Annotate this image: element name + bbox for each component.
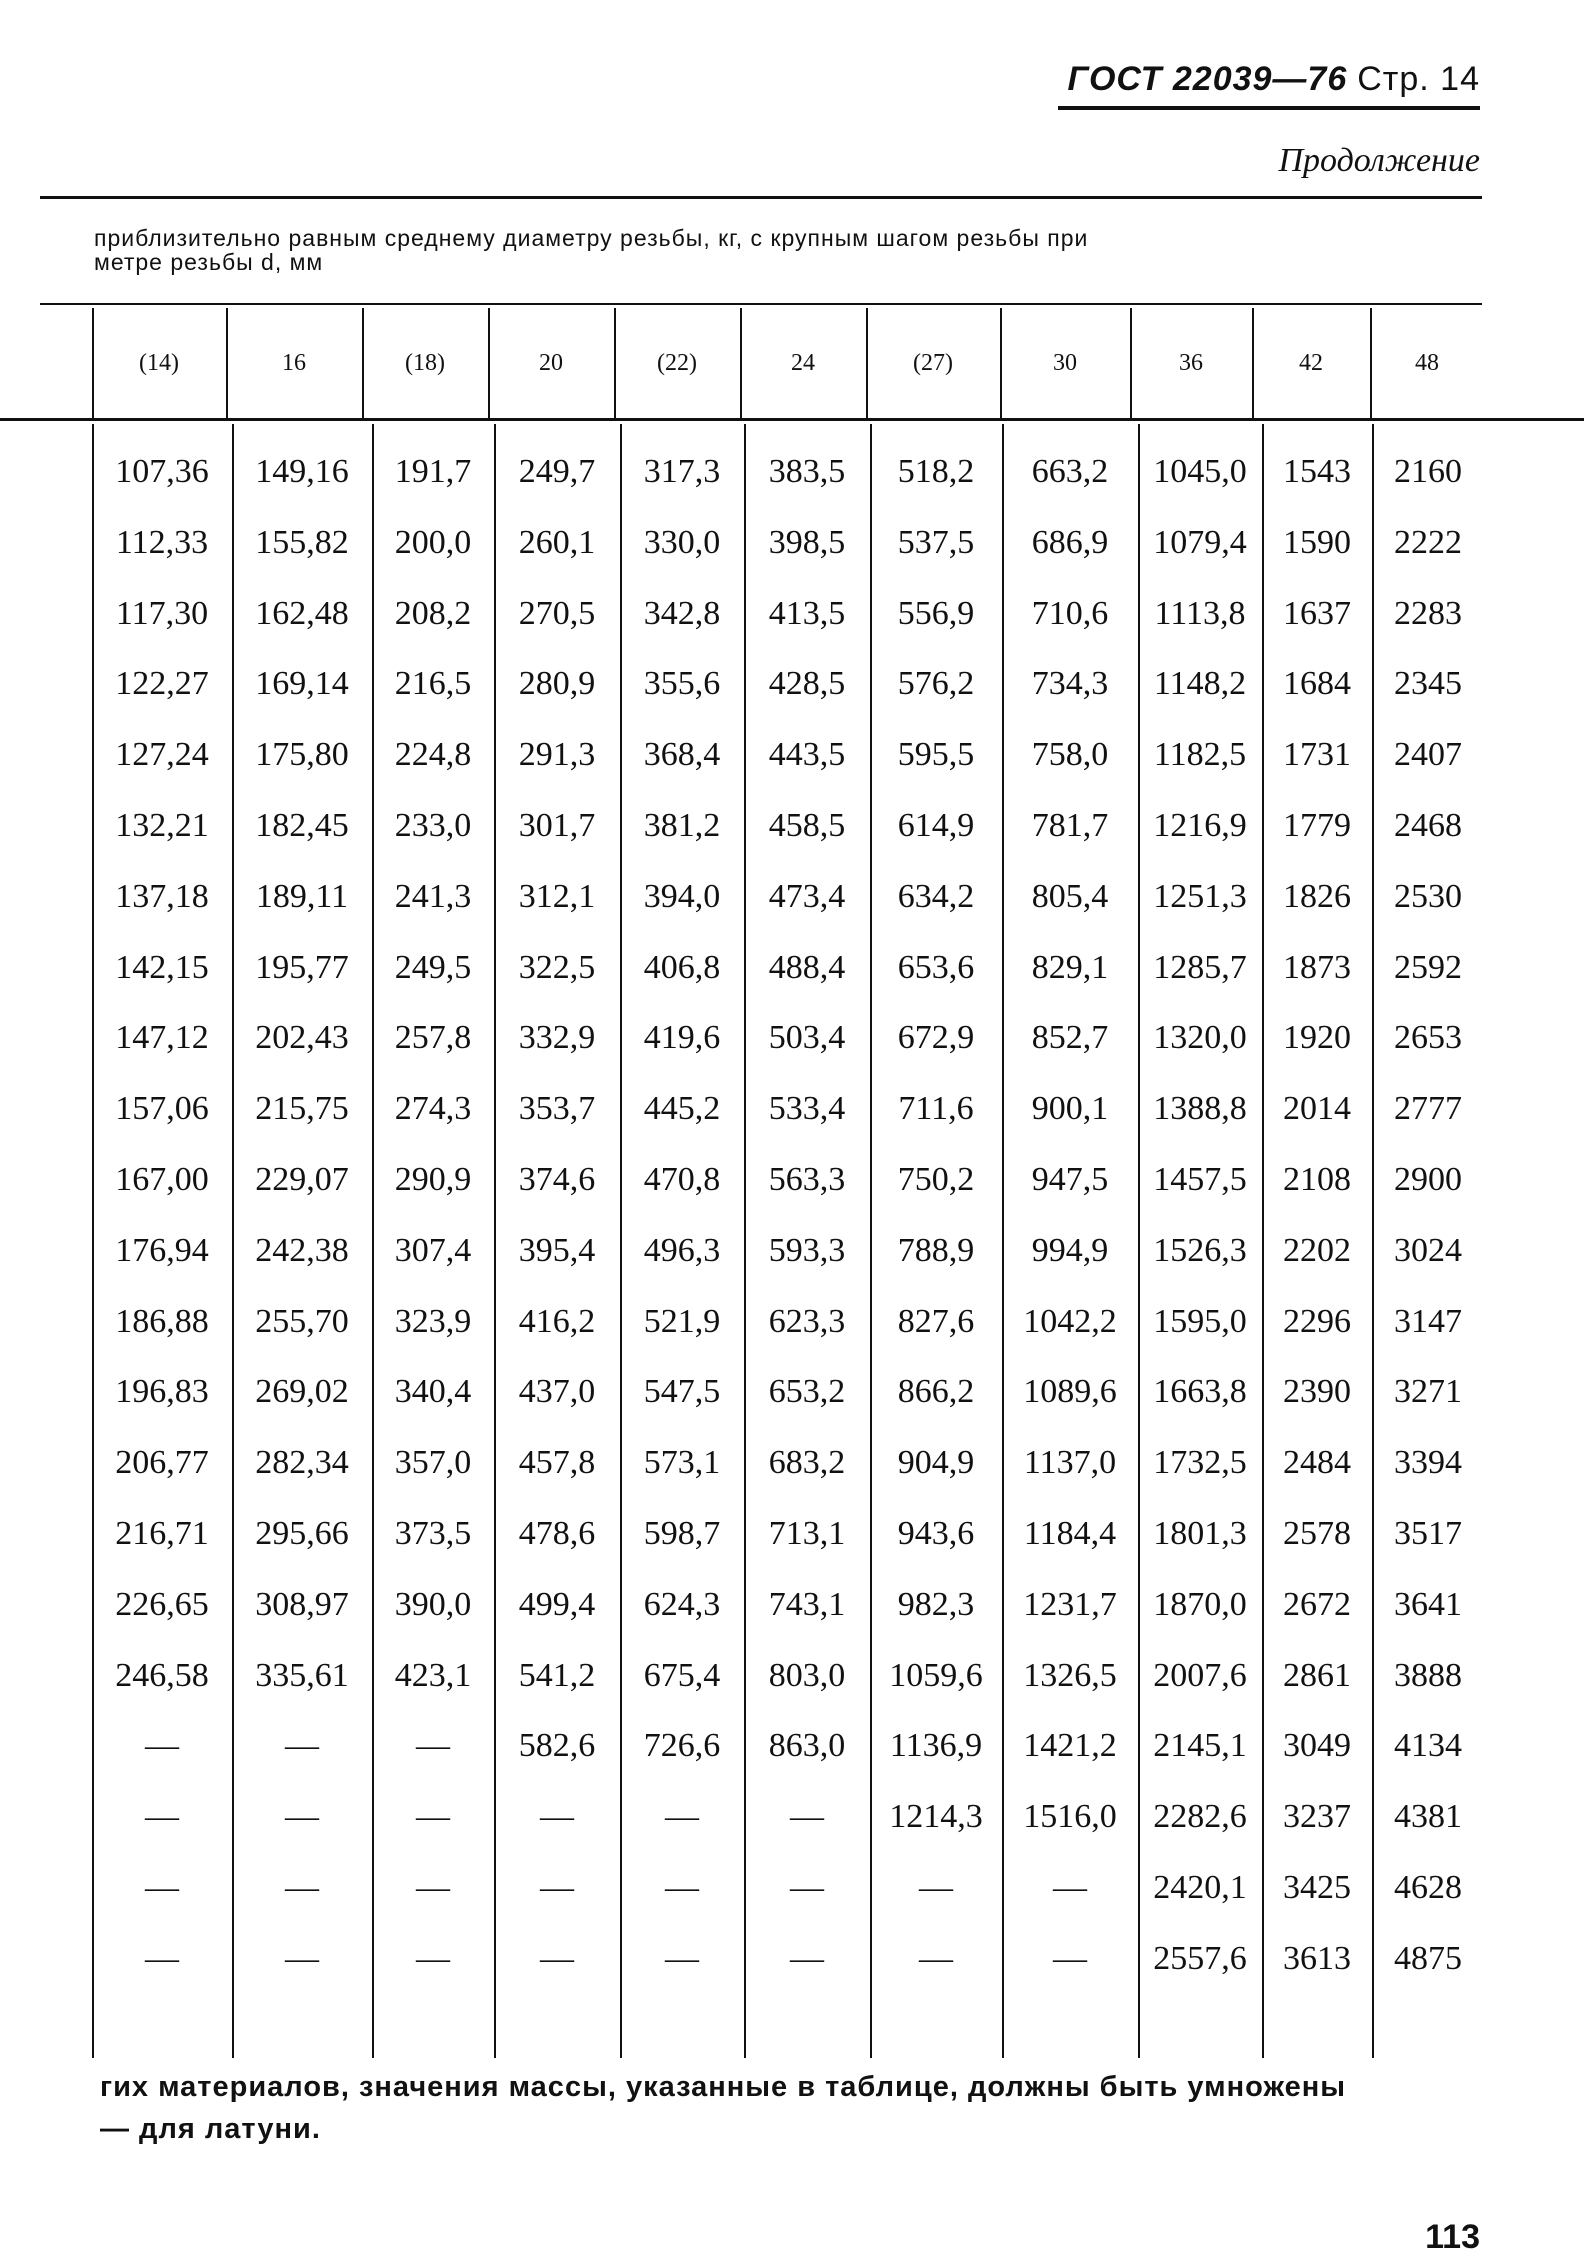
table-cell: 1045,0 (1153, 453, 1247, 490)
table-cell: 242,38 (255, 1232, 349, 1269)
column-header: (18) (405, 350, 445, 376)
table-cell: 1590 (1283, 524, 1351, 561)
table-cell: 241,3 (394, 878, 472, 915)
table-cell: 1801,3 (1153, 1515, 1247, 1552)
table-cell: 374,6 (518, 1161, 596, 1198)
table-cell: 215,75 (255, 1090, 349, 1127)
table-cell: 2777 (1394, 1090, 1462, 1127)
table-caption (94, 226, 1394, 274)
table-cell: 457,8 (518, 1444, 596, 1481)
table-cell: 270,5 (518, 595, 596, 632)
table-cell: 726,6 (643, 1727, 721, 1764)
table-cell: 947,5 (1031, 1161, 1109, 1198)
page-label: Стр. 14 (1357, 60, 1480, 98)
table-cell: 216,5 (394, 665, 472, 702)
table-cell: 246,58 (115, 1657, 209, 1694)
footer-text (100, 2066, 1490, 2150)
table-cell: 335,61 (255, 1657, 349, 1694)
table-cell: 1182,5 (1153, 736, 1247, 773)
table-cell: 1779 (1283, 807, 1351, 844)
table-cell: 117,30 (115, 595, 209, 632)
caption-line-2: метре резьбы d, мм (94, 249, 324, 275)
table-cell: 381,2 (643, 807, 721, 844)
table-cell: 186,88 (115, 1303, 209, 1340)
table-cell: 556,9 (897, 595, 975, 632)
table-cell: 307,4 (394, 1232, 472, 1269)
table-cell: 437,0 (518, 1373, 596, 1410)
table-cell: — (416, 1798, 450, 1835)
table-cell: — (145, 1727, 179, 1764)
table-cell: 595,5 (897, 736, 975, 773)
table-cell: 866,2 (897, 1373, 975, 1410)
table-cell: 4134 (1394, 1727, 1462, 1764)
table-cell: 383,5 (768, 453, 846, 490)
table-cell: 295,66 (255, 1515, 349, 1552)
table-cell: 200,0 (394, 524, 472, 561)
table-cell: 3271 (1394, 1373, 1462, 1410)
table-cell: 593,3 (768, 1232, 846, 1269)
table-cell: 3394 (1394, 1444, 1462, 1481)
table-cell: 1731 (1283, 736, 1351, 773)
table-cell: 317,3 (643, 453, 721, 490)
table-cell: 1826 (1283, 878, 1351, 915)
column-header: 24 (791, 350, 815, 376)
table-cell: — (416, 1727, 450, 1764)
table-cell: 598,7 (643, 1515, 721, 1552)
table-cell: 226,65 (115, 1586, 209, 1623)
table-cell: 1526,3 (1153, 1232, 1247, 1269)
table-cell: 342,8 (643, 595, 721, 632)
column-header: 42 (1299, 350, 1323, 376)
table-cell: 863,0 (768, 1727, 846, 1764)
table-cell: 216,71 (115, 1515, 209, 1552)
table-cell: 2014 (1283, 1090, 1351, 1127)
table-cell: 3613 (1283, 1940, 1351, 1977)
table-cell: 4628 (1394, 1869, 1462, 1906)
table-cell: 2420,1 (1153, 1869, 1247, 1906)
table-cell: 196,83 (115, 1373, 209, 1410)
table-cell: 458,5 (768, 807, 846, 844)
table-cell: 2468 (1394, 807, 1462, 844)
table-cell: 576,2 (897, 665, 975, 702)
table-cell: 1663,8 (1153, 1373, 1247, 1410)
table-cell: 445,2 (643, 1090, 721, 1127)
table-cell: 301,7 (518, 807, 596, 844)
column-header: 36 (1179, 350, 1203, 376)
table-cell: 1870,0 (1153, 1586, 1247, 1623)
column-header: (14) (139, 350, 179, 376)
table-cell: 499,4 (518, 1586, 596, 1623)
table-cell: 137,18 (115, 878, 209, 915)
table-cell: 788,9 (897, 1232, 975, 1269)
table-cell: 1136,9 (889, 1727, 983, 1764)
table-cell: 2202 (1283, 1232, 1351, 1269)
table-cell: 3517 (1394, 1515, 1462, 1552)
table-cell: 653,6 (897, 949, 975, 986)
table-cell: 1516,0 (1023, 1798, 1117, 1835)
table-cell: 416,2 (518, 1303, 596, 1340)
table-cell: 1184,4 (1023, 1515, 1117, 1552)
table-cell: 2653 (1394, 1019, 1462, 1056)
table-cell: — (790, 1798, 824, 1835)
table-cell: 2296 (1283, 1303, 1351, 1340)
table-cell: 734,3 (1031, 665, 1109, 702)
table-cell: 541,2 (518, 1657, 596, 1694)
table-cell: 330,0 (643, 524, 721, 561)
table-cell: 3641 (1394, 1586, 1462, 1623)
table-cell: 2530 (1394, 878, 1462, 915)
table-cell: 2160 (1394, 453, 1462, 490)
table-cell: 127,24 (115, 736, 209, 773)
table-cell: 4875 (1394, 1940, 1462, 1977)
table-cell: 353,7 (518, 1090, 596, 1127)
table-cell: 904,9 (897, 1444, 975, 1481)
table-cell: 827,6 (897, 1303, 975, 1340)
table-cell: 332,9 (518, 1019, 596, 1056)
table-cell: 1320,0 (1153, 1019, 1247, 1056)
table-cell: 1251,3 (1153, 878, 1247, 915)
table-cell: 1684 (1283, 665, 1351, 702)
table-cell: 488,4 (768, 949, 846, 986)
table-cell: 1732,5 (1153, 1444, 1247, 1481)
column-header: (22) (657, 350, 697, 376)
table-cell: 3888 (1394, 1657, 1462, 1694)
table-cell: 260,1 (518, 524, 596, 561)
table-cell: 686,9 (1031, 524, 1109, 561)
table-cell: 2345 (1394, 665, 1462, 702)
page-number: 113 (1425, 2218, 1480, 2256)
table-cell: 233,0 (394, 807, 472, 844)
table-cell: 563,3 (768, 1161, 846, 1198)
table-cell: 803,0 (768, 1657, 846, 1694)
table-cell: 582,6 (518, 1727, 596, 1764)
table-cell: — (790, 1869, 824, 1906)
table-cell: 312,1 (518, 878, 596, 915)
table-cell: 443,5 (768, 736, 846, 773)
table-head-top-rule (40, 303, 1482, 305)
table-cell: 1920 (1283, 1019, 1351, 1056)
table-cell: 269,02 (255, 1373, 349, 1410)
table-cell: 195,77 (255, 949, 349, 986)
table-cell: 249,5 (394, 949, 472, 986)
table-cell: 1216,9 (1153, 807, 1247, 844)
table-cell: — (665, 1798, 699, 1835)
table-cell: 1543 (1283, 453, 1351, 490)
table-cell: 423,1 (394, 1657, 472, 1694)
table-cell: 1113,8 (1154, 595, 1246, 632)
table-cell: 943,6 (897, 1515, 975, 1552)
table-cell: 2592 (1394, 949, 1462, 986)
table-cell: 2672 (1283, 1586, 1351, 1623)
table-cell: 322,5 (518, 949, 596, 986)
table-cell: 805,4 (1031, 878, 1109, 915)
table-cell: 2282,6 (1153, 1798, 1247, 1835)
table-cell: 142,15 (115, 949, 209, 986)
table-cell: 503,4 (768, 1019, 846, 1056)
table-cell: 3237 (1283, 1798, 1351, 1835)
table-cell: 1137,0 (1023, 1444, 1117, 1481)
table-cell: 229,07 (255, 1161, 349, 1198)
table-cell: 533,4 (768, 1090, 846, 1127)
table-cell: 340,4 (394, 1373, 472, 1410)
table-cell: — (285, 1798, 319, 1835)
table-cell: 282,34 (255, 1444, 349, 1481)
table-cell: 473,4 (768, 878, 846, 915)
table-cell: 390,0 (394, 1586, 472, 1623)
column-header: 48 (1415, 350, 1439, 376)
table-cell: 663,2 (1031, 453, 1109, 490)
table-cell: — (285, 1727, 319, 1764)
table-cell: 1089,6 (1023, 1373, 1117, 1410)
top-rule (40, 196, 1482, 199)
page-header (0, 60, 1480, 99)
table-cell: 132,21 (115, 807, 209, 844)
table-cell: — (285, 1940, 319, 1977)
table-cell: 2900 (1394, 1161, 1462, 1198)
table-cell: 3147 (1394, 1303, 1462, 1340)
table-cell: — (145, 1940, 179, 1977)
table-cell: 257,8 (394, 1019, 472, 1056)
table-cell: — (540, 1940, 574, 1977)
table-cell: — (416, 1869, 450, 1906)
table-cell: 3024 (1394, 1232, 1462, 1269)
table-cell: 1059,6 (889, 1657, 983, 1694)
column-header: (27) (913, 350, 953, 376)
column-header: 16 (282, 350, 306, 376)
table-head-bottom-rule (0, 418, 1584, 421)
table-cell: 2283 (1394, 595, 1462, 632)
table-cell: — (1053, 1940, 1087, 1977)
footer-line-1: гих материалов, значения массы, указанные в таблице, должны быть умножены (100, 2071, 1347, 2103)
continuation-wrap (0, 142, 1480, 180)
table-cell: — (919, 1869, 953, 1906)
column-header: 20 (539, 350, 563, 376)
table-cell: 675,4 (643, 1657, 721, 1694)
table-cell: 157,06 (115, 1090, 209, 1127)
table-cell: 112,33 (115, 524, 209, 561)
table-cell: 149,16 (255, 453, 349, 490)
table-cell: 829,1 (1031, 949, 1109, 986)
table-cell: 2390 (1283, 1373, 1351, 1410)
table-cell: 107,36 (115, 453, 209, 490)
table-cell: 1457,5 (1153, 1161, 1247, 1198)
continuation-label: Продолжение (1278, 142, 1480, 179)
table-cell: 323,9 (394, 1303, 472, 1340)
table-cell: 672,9 (897, 1019, 975, 1056)
table-cell: 428,5 (768, 665, 846, 702)
table-cell: 496,3 (643, 1232, 721, 1269)
table-cell: 750,2 (897, 1161, 975, 1198)
table-cell: 547,5 (643, 1373, 721, 1410)
table-cell: 713,1 (768, 1515, 846, 1552)
table-cell: 710,6 (1031, 595, 1109, 632)
table-cell: 2145,1 (1153, 1727, 1247, 1764)
table-cell: 202,43 (255, 1019, 349, 1056)
table-cell: 147,12 (115, 1019, 209, 1056)
table-cell: 1148,2 (1153, 665, 1247, 702)
table-cell: 521,9 (643, 1303, 721, 1340)
table-cell: 249,7 (518, 453, 596, 490)
table-cell: 470,8 (643, 1161, 721, 1198)
table-cell: 208,2 (394, 595, 472, 632)
table-cell: 624,3 (643, 1586, 721, 1623)
table-cell: 373,5 (394, 1515, 472, 1552)
table-cell: — (1053, 1869, 1087, 1906)
header-underline (1058, 106, 1480, 110)
table-cell: 167,00 (115, 1161, 209, 1198)
table-cell: 169,14 (255, 665, 349, 702)
table-cell: 1231,7 (1023, 1586, 1117, 1623)
table-cell: 2108 (1283, 1161, 1351, 1198)
table-cell: 1595,0 (1153, 1303, 1247, 1340)
table-cell: 1326,5 (1023, 1657, 1117, 1694)
table-cell: 355,6 (643, 665, 721, 702)
table-cell: 518,2 (897, 453, 975, 490)
table-cell: 653,2 (768, 1373, 846, 1410)
table-cell: 852,7 (1031, 1019, 1109, 1056)
table-cell: 478,6 (518, 1515, 596, 1552)
table-cell: 395,4 (518, 1232, 596, 1269)
table-cell: 413,5 (768, 595, 846, 632)
table-cell: 982,3 (897, 1586, 975, 1623)
table-cell: — (285, 1869, 319, 1906)
footer-line-2: — для латуни. (100, 2113, 321, 2145)
table-cell: 290,9 (394, 1161, 472, 1198)
caption-line-1: приблизительно равным среднему диаметру резьбы, кг, с крупным шагом резьбы при (94, 225, 1089, 251)
table-cell: 357,0 (394, 1444, 472, 1481)
table-cell: 1214,3 (889, 1798, 983, 1835)
table-cell: 683,2 (768, 1444, 846, 1481)
table-cell: 573,1 (643, 1444, 721, 1481)
table-cell: 308,97 (255, 1586, 349, 1623)
table-cell: 1637 (1283, 595, 1351, 632)
table-cell: 224,8 (394, 736, 472, 773)
table-cell: 2007,6 (1153, 1657, 1247, 1694)
table-cell: 1042,2 (1023, 1303, 1117, 1340)
table-cell: — (540, 1798, 574, 1835)
table-cell: 1388,8 (1153, 1090, 1247, 1127)
table-cell: 2222 (1394, 524, 1462, 561)
table-cell: 537,5 (897, 524, 975, 561)
table-cell: 2484 (1283, 1444, 1351, 1481)
table-cell: — (145, 1798, 179, 1835)
table-cell: 274,3 (394, 1090, 472, 1127)
table-cell: — (416, 1940, 450, 1977)
table-cell: 206,77 (115, 1444, 209, 1481)
table-cell: 758,0 (1031, 736, 1109, 773)
table-cell: 162,48 (255, 595, 349, 632)
table-cell: 406,8 (643, 949, 721, 986)
table-cell: — (790, 1940, 824, 1977)
table-cell: 3425 (1283, 1869, 1351, 1906)
table-cell: 176,94 (115, 1232, 209, 1269)
table-cell: 711,6 (898, 1090, 974, 1127)
table-cell: 182,45 (255, 807, 349, 844)
table-cell: 191,7 (394, 453, 472, 490)
table-cell: 1079,4 (1153, 524, 1247, 561)
table-cell: 419,6 (643, 1019, 721, 1056)
table-cell: 781,7 (1031, 807, 1109, 844)
table-cell: — (665, 1869, 699, 1906)
table-cell: 368,4 (643, 736, 721, 773)
table-cell: 280,9 (518, 665, 596, 702)
table-cell: 2557,6 (1153, 1940, 1247, 1977)
standard-code: ГОСТ 22039—76 (1067, 60, 1348, 98)
table-cell: 614,9 (897, 807, 975, 844)
table-cell: 634,2 (897, 878, 975, 915)
table-cell: — (665, 1940, 699, 1977)
table-cell: 291,3 (518, 736, 596, 773)
table-cell: 1421,2 (1023, 1727, 1117, 1764)
table-cell: 175,80 (255, 736, 349, 773)
table-cell: 4381 (1394, 1798, 1462, 1835)
table-cell: 743,1 (768, 1586, 846, 1623)
table-cell: 1873 (1283, 949, 1351, 986)
table-cell: 2578 (1283, 1515, 1351, 1552)
table-cell: — (919, 1940, 953, 1977)
table-cell: 623,3 (768, 1303, 846, 1340)
table-cell: — (145, 1869, 179, 1906)
table-cell: 394,0 (643, 878, 721, 915)
table-cell: 255,70 (255, 1303, 349, 1340)
table-cell: 3049 (1283, 1727, 1351, 1764)
table-cell: 994,9 (1031, 1232, 1109, 1269)
table-cell: 398,5 (768, 524, 846, 561)
table-cell: 1285,7 (1153, 949, 1247, 986)
table-cell: 2407 (1394, 736, 1462, 773)
table-cell: — (540, 1869, 574, 1906)
table-cell: 189,11 (255, 878, 349, 915)
table-cell: 900,1 (1031, 1090, 1109, 1127)
table-cell: 2861 (1283, 1657, 1351, 1694)
table-cell: 122,27 (115, 665, 209, 702)
column-header: 30 (1053, 350, 1077, 376)
table-cell: 155,82 (255, 524, 349, 561)
